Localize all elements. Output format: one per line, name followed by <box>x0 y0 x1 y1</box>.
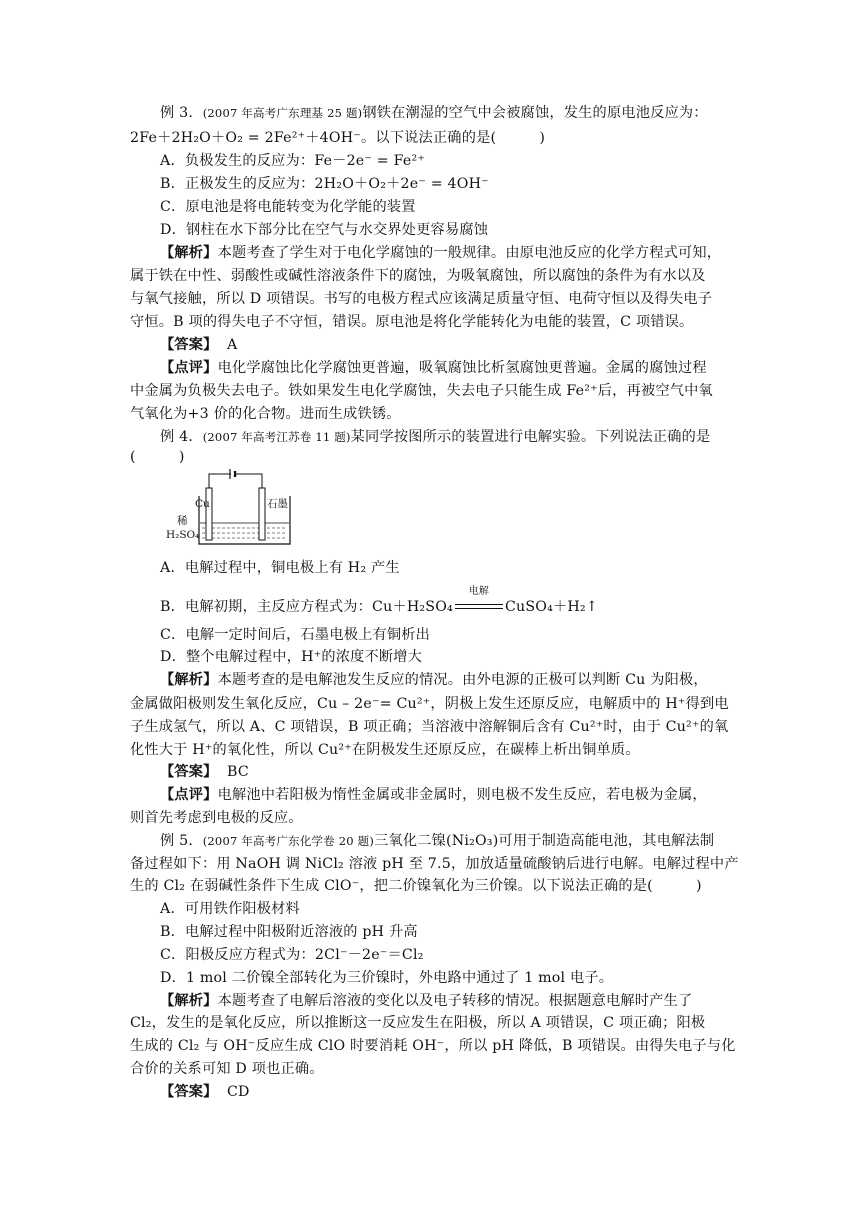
ex5-answer <box>160 1082 760 1102</box>
analysis-tag: 【解析】 <box>160 993 218 1009</box>
ex5-option-d: D．1 mol 二价镍全部转化为三价镍时，外电路中通过了 1 mol 电子。 <box>160 970 614 986</box>
ex3-comment-line-1 <box>160 358 760 378</box>
graphite-electrode-label: 石墨 <box>267 498 288 510</box>
ex4-stem-text: 某同学按图所示的装置进行电解实验。下列说法正确的是 <box>350 429 711 445</box>
ex4-source: (2007 年高考江苏卷 11 题) <box>202 430 351 444</box>
ex4-option-b <box>160 586 760 617</box>
electrolysis-apparatus-diagram <box>166 468 306 548</box>
comment-tag: 【点评】 <box>160 360 218 376</box>
ex5-analysis-line-4: 合价的关系可知 D 项也正确。 <box>130 1061 324 1077</box>
ex3-analysis-text: 本题考查了学生对于电化学腐蚀的一般规律。由原电池反应的化学方程式可知， <box>217 245 722 261</box>
ex3-answer-value: A <box>226 337 238 353</box>
electrolysis-condition-label: 电解 <box>468 586 490 597</box>
double-equals-sign <box>455 604 503 609</box>
ex3-comment-line-2: 中金属为负极失去电子。铁如果发生电化学腐蚀，失去电子只能生成 Fe²⁺后，再被空气中氧 <box>130 383 713 399</box>
ex4-comment-text: 电解池中若阳极为惰性金属或非金属时，则电极不发生反应，若电极为金属， <box>217 787 707 803</box>
ex4-option-b-products: CuSO₄＋H₂↑ <box>504 599 598 615</box>
ex5-option-c: C．阳极反应方程式为：2Cl⁻－2e⁻＝Cl₂ <box>160 947 424 963</box>
ex3-analysis-line-4: 守恒。B 项的得失电子不守恒，错误。原电池是将化学能转化为电能的装置，C 项错误。 <box>130 314 694 330</box>
ex4-option-a: A．电解过程中，铜电极上有 H₂ 产生 <box>160 560 400 576</box>
ex3-number: 例 3． <box>160 105 203 121</box>
ex5-number: 例 5． <box>160 833 203 849</box>
ex4-analysis-line-1 <box>160 670 760 690</box>
ex3-option-a: A．负极发生的反应为：Fe－2e⁻ = Fe²⁺ <box>160 153 426 169</box>
answer-tag: 【答案】 <box>160 337 218 353</box>
ex5-analysis-line-1 <box>160 991 760 1011</box>
ex5-analysis-line-3: 生成的 Cl₂ 与 OH⁻反应生成 ClO 时要消耗 OH⁻，所以 pH 降低，B 项错误。由得失电子与化 <box>130 1038 736 1054</box>
ex4-comment-line-2: 则首先考虑到电极的反应。 <box>130 810 303 826</box>
ex5-stem-line-2: 备过程如下：用 NaOH 调 NiCl₂ 溶液 pH 至 7.5，加放适量硫酸钠后进行电解。电解过程中产 <box>130 856 739 872</box>
ex5-option-b: B．电解过程中阳极附近溶液的 pH 升高 <box>160 924 418 940</box>
ex4-analysis-line-4: 化性大于 H⁺的氧化性，所以 Cu²⁺在阴极发生还原反应，在碳棒上析出铜单质。 <box>130 742 640 758</box>
analysis-tag: 【解析】 <box>160 245 218 261</box>
ex5-option-a: A．可用铁作阳极材料 <box>160 901 300 917</box>
ex3-analysis-line-2: 属于铁在中性、弱酸性或碱性溶液条件下的腐蚀，为吸氧腐蚀，所以腐蚀的条件为有水以及 <box>130 268 706 284</box>
ex4-number: 例 4． <box>160 429 203 445</box>
ex4-stem-line-2: ( ) <box>130 449 185 465</box>
dilute-label: 稀 <box>177 515 188 527</box>
ex3-answer <box>160 335 760 355</box>
comment-tag: 【点评】 <box>160 787 218 803</box>
ex3-comment-line-3: 气氧化为+3 价的化合物。进而生成铁锈。 <box>130 406 401 422</box>
sulfuric-acid-label: H₂SO₄ <box>166 529 200 541</box>
electrolysis-condition-sign <box>453 586 505 617</box>
ex3-analysis-line-1 <box>160 243 760 263</box>
ex4-option-d: D．整个电解过程中，H⁺的浓度不断增大 <box>160 649 423 665</box>
ex3-source: (2007 年高考广东理基 25 题) <box>202 106 363 120</box>
ex5-analysis-text: 本题考查了电解后溶液的变化以及电子转移的情况。根据题意电解时产生了 <box>217 993 693 1009</box>
answer-tag: 【答案】 <box>160 764 218 780</box>
ex5-stem-line-1 <box>160 831 760 851</box>
ex3-stem-text: 钢铁在潮湿的空气中会被腐蚀，发生的原电池反应为： <box>362 105 708 121</box>
ex5-analysis-line-2: Cl₂，发生的是氧化反应，所以推断这一反应发生在阳极，所以 A 项错误，C 项正确；阳极 <box>130 1015 706 1031</box>
ex4-option-c: C．电解一定时间后，石墨电极上有铜析出 <box>160 627 431 643</box>
ex4-answer-value: BC <box>226 764 249 780</box>
ex4-option-b-reactants: B．电解初期，主反应方程式为：Cu＋H₂SO₄ <box>160 599 453 615</box>
ex4-answer <box>160 762 760 782</box>
ex3-stem-line-1 <box>160 103 760 123</box>
ex3-option-b: B．正极发生的反应为：2H₂O＋O₂＋2e⁻ = 4OH⁻ <box>160 176 489 192</box>
answer-tag: 【答案】 <box>160 1084 218 1100</box>
ex3-option-d: D．钢柱在水下部分比在空气与水交界处更容易腐蚀 <box>160 222 489 238</box>
ex3-stem-line-2: 2Fe＋2H₂O＋O₂ = 2Fe²⁺＋4OH⁻。以下说法正确的是( ) <box>130 130 546 146</box>
ex5-stem-line-3: 生的 Cl₂ 在弱碱性条件下生成 ClO⁻，把二价镍氧化为三价镍。以下说法正确的是( ) <box>130 878 702 894</box>
ex4-stem-line-1 <box>160 427 760 447</box>
ex3-option-c: C．原电池是将电能转变为化学能的装置 <box>160 199 416 215</box>
ex5-answer-value: CD <box>226 1084 250 1100</box>
ex4-analysis-line-2: 金属做阳极则发生氧化反应，Cu – 2e⁻= Cu²⁺，阴极上发生还原反应，电解质中的 H⁺得到电 <box>130 696 729 712</box>
ex3-analysis-line-3: 与氧气接触，所以 D 项错误。书写的电极方程式应该满足质量守恒、电荷守恒以及得失电子 <box>130 291 713 307</box>
copper-electrode-label: Cu <box>195 498 210 510</box>
ex4-analysis-line-3: 子生成氢气，所以 A、C 项错误，B 项正确；当溶液中溶解铜后含有 Cu²⁺时，由于 Cu²⁺的氧 <box>130 719 729 735</box>
ex4-analysis-text: 本题考查的是电解池发生反应的情况。由外电源的正极可以判断 Cu 为阳极， <box>217 672 708 688</box>
ex5-stem-text: 三氧化二镍(Ni₂O₃)可用于制造高能电池，其电解法制 <box>374 833 715 849</box>
ex3-comment-text: 电化学腐蚀比化学腐蚀更普遍，吸氧腐蚀比析氢腐蚀更普遍。金属的腐蚀过程 <box>217 360 707 376</box>
analysis-tag: 【解析】 <box>160 672 218 688</box>
ex5-source: (2007 年高考广东化学卷 20 题) <box>202 834 375 848</box>
ex4-comment-line-1 <box>160 785 760 805</box>
